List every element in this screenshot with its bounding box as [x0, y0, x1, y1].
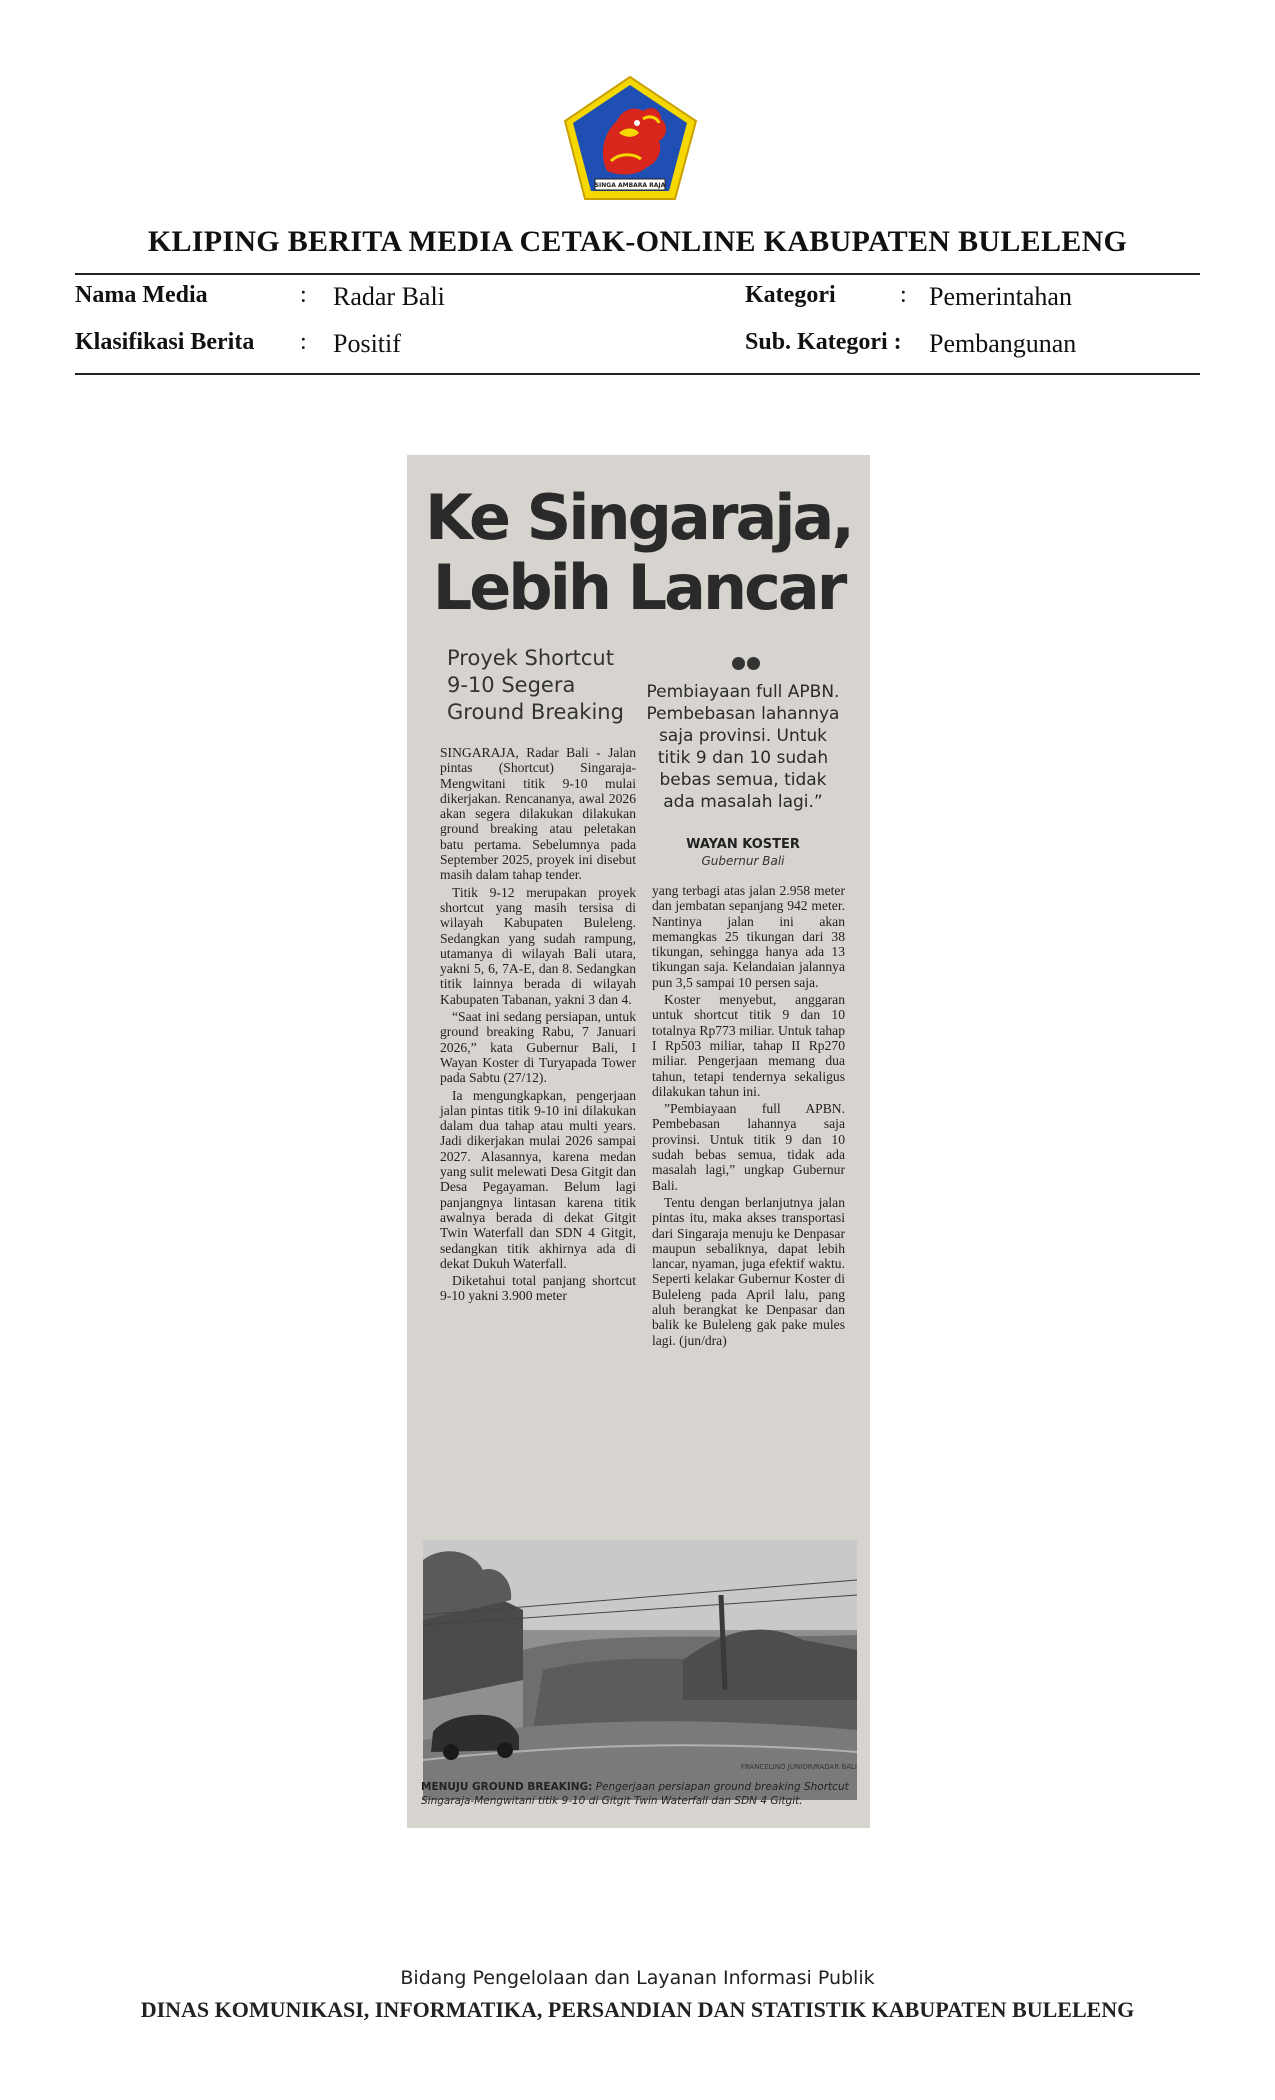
kategori-label: Kategori — [745, 282, 836, 308]
paragraph: Tentu dengan berlanjutnya jalan pintas itu, maka akses transportasi dari Singaraja menuju ke Denpasar maupun sebaliknya, dapat lebih lancar, nyaman, juga efektif waktu. Seperti kelakar Gubernur Koster di Buleleng pada April lalu, pang aluh berangkat ke Denpasar dan balik ke Buleleng gak pake mules lagi. (jun/dra) — [652, 1194, 845, 1348]
kategori-value: Pemerintahan — [929, 282, 1072, 311]
paragraph: Koster menyebut, anggaran untuk shortcut titik 9 dan 10 totalnya Rp773 miliar. Untuk tahap I Rp503 miliar, tahap II Rp270 miliar. Pengerjaan memang dua tahun, tetapi tendernya sekaligus dilakukan tahun ini. — [652, 992, 845, 1099]
article-deck: Proyek Shortcut 9-10 Segera Ground Breaking — [447, 646, 624, 724]
paragraph: ”Pembiayaan full APBN. Pembebasan lahannya saja provinsi. Untuk titik 9 dan 10 sudah bebas semua, tidak ada masalah lagi,” ungkap Gubernur Bali. — [652, 1101, 845, 1193]
paragraph: Titik 9-12 merupakan proyek shortcut yang masih tersisa di wilayah Kabupaten Buleleng. Sedangkan yang sudah rampung, utamanya di wilayah Bali utara, yakni 5, 6, 7A-E, dan 8. Sedangkan titik lainnya berada di wilayah Kabupaten Tabanan, yakni 3 dan 4. — [440, 884, 636, 1007]
pull-quote-role: Gubernur Bali — [701, 854, 785, 868]
emblem-motto: SINGA AMBARA RAJA — [594, 182, 666, 189]
nama-media-value: Radar Bali — [333, 282, 445, 311]
paragraph: SINGARAJA, Radar Bali - Jalan pintas (Shortcut) Singaraja-Mengwitani titik 9-10 mulai dikerjakan. Rencananya, awal 2026 akan segera dilakukan dilakukan ground breaking atau peletakan batu pertama. Sebelumnya pada September 2025, proyek ini disebut masih dalam tahap tender. — [440, 745, 636, 883]
paragraph: Diketahui total panjang shortcut 9-10 yakni 3.900 meter — [440, 1273, 636, 1304]
photo-credit: FRANCELINO JUNIOR/RADAR BALI — [740, 1763, 857, 1771]
paragraph: yang terbagi atas jalan 2.958 meter dan jembatan sepanjang 942 meter. Nantinya jalan ini akan memangkas 25 tikungan dari 38 tikungan, sehingga hanya ada 13 tikungan saja. Kelandaian jalannya pun 3,5 sampai 10 persen saja. — [652, 883, 845, 990]
newspaper-clipping — [407, 455, 870, 1828]
article-column-1 — [440, 745, 636, 1306]
headline-line-2: Lebih Lancar — [432, 551, 845, 624]
header-top-rule — [75, 273, 1200, 275]
footer-division: Bidang Pengelolaan dan Layanan Informasi Publik — [400, 1967, 875, 1989]
headline-line-1: Ke Singaraja, — [425, 481, 852, 554]
nama-media-label: Nama Media — [75, 282, 208, 308]
header-bottom-rule — [75, 373, 1200, 375]
paragraph: “Saat ini sedang persiapan, untuk ground breaking Rabu, 7 Januari 2026,” kata Gubernur Bali, I Wayan Koster di Turyapada Tower pada Sabtu (27/12). — [440, 1009, 636, 1086]
kategori-colon: : — [900, 282, 907, 308]
article-headline — [407, 483, 870, 623]
footer-agency: DINAS KOMUNIKASI, INFORMATIKA, PERSANDIAN DAN STATISTIK KABUPATEN BULELENG — [140, 1997, 1135, 2022]
document-title: KLIPING BERITA MEDIA CETAK-ONLINE KABUPATEN BULELENG — [147, 225, 1128, 258]
photo-caption — [421, 1780, 861, 1808]
sub-kategori-value: Pembangunan — [929, 329, 1077, 358]
article-column-2 — [652, 883, 845, 1350]
paragraph: Ia mengungkapkan, pengerjaan jalan pintas titik 9-10 ini dilakukan dalam dua tahap atau multi years. Jadi dikerjakan mulai 2026 sampai 2027. Alasannya, karena medan yang sulit melewati Desa Gitgit dan Desa Pegayaman. Belum lagi panjangnya lintasan karena titik awalnya berada di dekat Gitgit Twin Waterfall dan SDN 4 Gitgit, sedangkan titik akhirnya ada di dekat Dukuh Waterfall. — [440, 1087, 636, 1271]
caption-text: Pengerjaan persiapan ground breaking Shortcut Singaraja-Mengwitani titik 9-10 di Gitgit Twin Waterfall dan SDN 4 Gitgit. — [421, 1781, 849, 1807]
pull-quote: Pembiayaan full APBN. Pembebasan lahannya saja provinsi. Untuk titik 9 dan 10 sudah bebas semua, tidak ada masalah lagi.” — [646, 682, 840, 812]
quote-marker-icon — [732, 657, 762, 675]
buleleng-regency-emblem — [563, 75, 698, 202]
klasifikasi-berita-value: Positif — [333, 329, 401, 358]
klasifikasi-berita-label: Klasifikasi Berita — [75, 329, 255, 355]
road-construction-photo — [423, 1540, 857, 1800]
sub-kategori-label: Sub. Kategori : — [745, 329, 902, 355]
nama-media-colon: : — [300, 282, 307, 308]
pull-quote-name: WAYAN KOSTER — [686, 837, 800, 852]
caption-lead: MENUJU GROUND BREAKING: — [421, 1781, 593, 1793]
klasifikasi-colon: : — [300, 329, 307, 355]
